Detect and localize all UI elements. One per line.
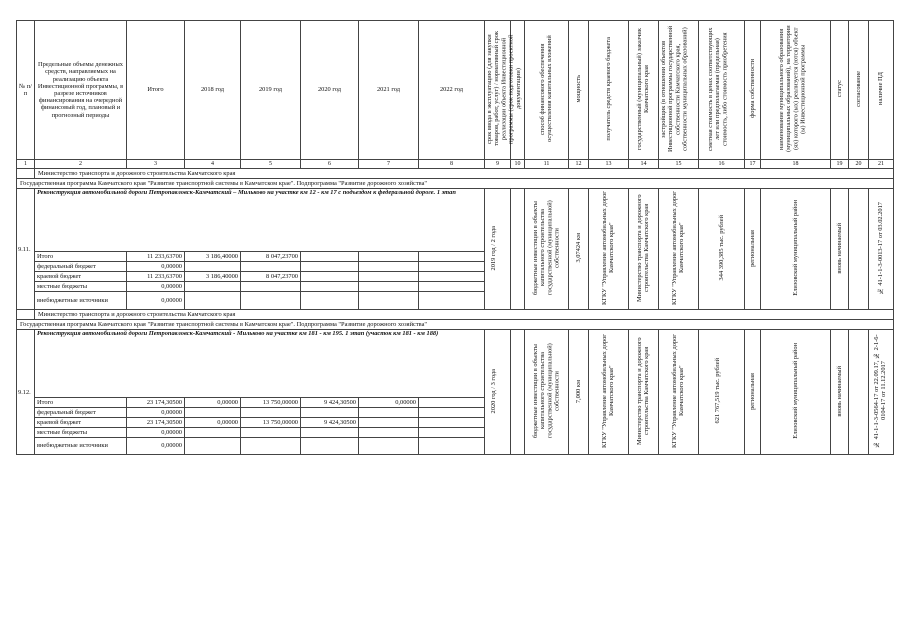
col-header-developer: застройщик (в отношении объектов Инвестиционной программы государственной собственности Камчатского края, собственности муниципальных образований) <box>660 25 689 152</box>
finance-2021: 0,00000 <box>359 397 419 407</box>
col-header-term: срок ввода в эксплуатацию (для закупки товаров, работ, услуг) / нормативный срок реализации объекта Инвестиционной программы (срок подготовки проектной документации) <box>486 31 522 147</box>
finance-total: 0,00000 <box>127 427 185 437</box>
finance-total: 0,00000 <box>127 282 185 292</box>
finance-label: краевой бюджет <box>35 417 127 427</box>
col-header-limits: Предельные объемы денежных средств, направляемых на реализацию объекта Инвестиционной программы, в разрезе источников финансирования на очередной финансовый год, плановый и прогнозный периоды <box>35 21 127 160</box>
col-number: 9 <box>485 160 511 169</box>
ministry-name: Министерство транспорта и дорожного строительства Камчатского края <box>35 310 894 320</box>
finance-2018 <box>185 262 241 272</box>
col-header-2022: 2022 год <box>419 21 485 160</box>
finance-label: федеральный бюджет <box>35 262 127 272</box>
project-recipient: КГКУ "Управление автомобильных дорог Камчатского края" <box>600 334 615 449</box>
finance-2019: 8 047,23700 <box>241 252 301 262</box>
col-number: 3 <box>127 160 185 169</box>
finance-2019: 13 750,00000 <box>241 417 301 427</box>
col-header-2018: 2018 год <box>185 21 241 160</box>
project-method: бюджетные инвестиции в объекты капитального строительства государственной (муниципальной) собственности <box>531 343 561 439</box>
finance-2019 <box>241 282 301 292</box>
finance-2022 <box>419 437 485 455</box>
finance-total: 11 233,63700 <box>127 252 185 262</box>
finance-2018: 3 186,40000 <box>185 252 241 262</box>
col-header-2019: 2019 год <box>241 21 301 160</box>
project-term: 2020 год / 3 года <box>489 368 497 414</box>
finance-2022 <box>419 282 485 292</box>
project-term: 2019 год / 2 года <box>489 225 497 271</box>
project-status: вновь начинаемый <box>835 365 843 417</box>
col-number: 5 <box>241 160 301 169</box>
finance-2021 <box>359 437 419 455</box>
col-number: 8 <box>419 160 485 169</box>
project-pd: № 41-1-1-3-0564-17 от 22.09.17, № 2-1-6-0104-17 от 11.12.2017 <box>873 334 888 449</box>
col-number: 1 <box>17 160 35 169</box>
finance-2022 <box>419 272 485 282</box>
finance-2020: 9 424,30500 <box>301 397 359 407</box>
project-cost: 344 390,385 тыс. рублей <box>717 215 725 281</box>
finance-total: 0,00000 <box>127 292 185 310</box>
project-pd: № 41-1-1-3-0013-17 от 03.02.2017 <box>877 201 885 295</box>
finance-2022 <box>419 407 485 417</box>
project-ownership: региональная <box>748 229 756 267</box>
col-header-method: способ финансового обеспечения осуществления капитальных вложений <box>538 35 553 143</box>
col-number: 12 <box>569 160 589 169</box>
project-customer: Министерство транспорта и дорожного строительства Камчатского края <box>635 194 650 302</box>
finance-2018 <box>185 437 241 455</box>
project-developer: КГКУ "Управление автомобильных дорог Камчатского края" <box>670 191 685 305</box>
investment-program-table <box>16 20 893 490</box>
col-number: 21 <box>869 160 894 169</box>
project-developer: КГКУ "Управление автомобильных дорог Камчатского края" <box>670 334 685 449</box>
finance-2018 <box>185 282 241 292</box>
finance-2020 <box>301 272 359 282</box>
col-number: 20 <box>849 160 869 169</box>
project-municipality: Елизовский муниципальный район <box>791 343 799 440</box>
finance-2020: 9 424,30500 <box>301 417 359 427</box>
col-header-2020: 2020 год <box>301 21 359 160</box>
row-number: 9.11. <box>17 189 35 310</box>
col-number: 19 <box>831 160 849 169</box>
finance-2021 <box>359 262 419 272</box>
finance-2021 <box>359 427 419 437</box>
col-header-municipality: наименование муниципального образования (муниципальных образований), на территории (ях) которого (ых) реализуется (ются) объект (ы) Инвестиционной программы <box>777 25 807 153</box>
col-number: 15 <box>659 160 699 169</box>
finance-2019: 8 047,23700 <box>241 272 301 282</box>
project-title-row <box>17 189 894 252</box>
finance-label: краевой бюджет <box>35 272 127 282</box>
column-numbers-row <box>17 160 894 169</box>
section-program-row <box>17 320 894 330</box>
finance-2019 <box>241 292 301 310</box>
project-customer: Министерство транспорта и дорожного строительства Камчатского края <box>635 337 650 445</box>
project-cost: 621 767,519 тыс. рублей <box>713 358 721 424</box>
col-number: 11 <box>525 160 569 169</box>
finance-2019 <box>241 262 301 272</box>
finance-label: Итого <box>35 397 127 407</box>
finance-label: местные бюджеты <box>35 282 127 292</box>
col-number: 6 <box>301 160 359 169</box>
col-header-status: статус <box>835 80 843 98</box>
finance-total: 0,00000 <box>127 407 185 417</box>
project-title: Реконструкция автомобильной дороги Петропавловск-Камчатский – Мильково на участке км 12 - км 17 с подъездом к федеральной дороге. 1 этап <box>35 189 485 252</box>
col-number: 14 <box>629 160 659 169</box>
col-number: 17 <box>745 160 761 169</box>
finance-total: 0,00000 <box>127 262 185 272</box>
col-number: 18 <box>761 160 831 169</box>
finance-2019 <box>241 407 301 417</box>
col-header-pd: наличие ПД <box>877 72 885 106</box>
project-capacity: 3,07424 км <box>574 233 582 263</box>
finance-total: 0,00000 <box>127 437 185 455</box>
col-number: 13 <box>589 160 629 169</box>
project-capacity: 7,000 км <box>574 379 582 403</box>
finance-label: внебюджетные источники <box>35 292 127 310</box>
finance-2020 <box>301 437 359 455</box>
finance-2022 <box>419 417 485 427</box>
finance-2020 <box>301 252 359 262</box>
row-number: 9.12. <box>17 330 35 455</box>
finance-total: 23 174,30500 <box>127 397 185 407</box>
col-header-total: Итого <box>127 21 185 160</box>
finance-2018 <box>185 292 241 310</box>
finance-2021 <box>359 282 419 292</box>
finance-2022 <box>419 427 485 437</box>
col-header-customer: государственный (муниципальный) заказчик Камчатского края <box>635 27 650 150</box>
finance-label: местные бюджеты <box>35 427 127 437</box>
project-municipality: Елизовский муниципальный район <box>791 200 799 296</box>
project-ownership: региональная <box>748 372 756 410</box>
finance-2021 <box>359 272 419 282</box>
ministry-name: Министерство транспорта и дорожного строительства Камчатского края <box>35 169 894 179</box>
col-number: 2 <box>35 160 127 169</box>
finance-label: внебюджетные источники <box>35 437 127 455</box>
finance-2018: 0,00000 <box>185 417 241 427</box>
finance-2019 <box>241 427 301 437</box>
col-header-approval: согласование <box>854 70 862 107</box>
finance-2020 <box>301 292 359 310</box>
program-name: Государственная программа Камчатского края "Развитие транспортной системы в Камчатском крае". Подпрограмма "Развитие дорожного хозяйства" <box>17 320 894 330</box>
finance-2018: 0,00000 <box>185 397 241 407</box>
col-header-capacity: мощность <box>574 75 582 103</box>
section-ministry-row <box>17 169 894 179</box>
project-status: вновь начинаемый <box>835 222 843 274</box>
col-header-ownership: форма собственности <box>748 59 756 119</box>
finance-2022 <box>419 262 485 272</box>
finance-2020 <box>301 427 359 437</box>
finance-2020 <box>301 262 359 272</box>
finance-2018 <box>185 427 241 437</box>
finance-2019: 13 750,00000 <box>241 397 301 407</box>
col-header-num: № п/п <box>17 21 35 160</box>
col-number: 7 <box>359 160 419 169</box>
project-recipient: КГКУ "Управление автомобильных дорог Камчатского края" <box>600 191 615 305</box>
finance-2021 <box>359 407 419 417</box>
section-ministry-row <box>17 310 894 320</box>
finance-2018 <box>185 407 241 417</box>
col-number: 4 <box>185 160 241 169</box>
finance-2020 <box>301 407 359 417</box>
finance-total: 11 233,63700 <box>127 272 185 282</box>
finance-2019 <box>241 437 301 455</box>
finance-total: 23 174,30500 <box>127 417 185 427</box>
section-program-row <box>17 179 894 189</box>
col-number: 16 <box>699 160 745 169</box>
finance-2018: 3 186,40000 <box>185 272 241 282</box>
finance-label: федеральный бюджет <box>35 407 127 417</box>
finance-2021 <box>359 417 419 427</box>
col-header-recipient: получатель средств краевого бюджета <box>604 37 612 141</box>
data-table <box>16 20 894 455</box>
finance-2022 <box>419 397 485 407</box>
finance-2022 <box>419 292 485 310</box>
finance-2020 <box>301 282 359 292</box>
col-header-cost: сметная стоимость в ценах соответствующих лет или предполагаемая (предельная) стоимость, либо стоимость приобретения <box>706 27 728 151</box>
project-title-row <box>17 330 894 398</box>
col-header-2021: 2021 год <box>359 21 419 160</box>
project-method: бюджетные инвестиции в объекты капитального строительства государственной (муниципальной) собственности <box>531 200 561 296</box>
program-name: Государственная программа Камчатского края "Развитие транспортной системы в Камчатском крае". Подпрограмма "Развитие дорожного хозяйства" <box>17 179 894 189</box>
col-number: 10 <box>511 160 525 169</box>
project-title: Реконструкция автомобильной дороги Петропавловск-Камчатский - Мильково на участке км 181 - км 195. 1 этап (участок км 181 - км 188) <box>35 330 485 398</box>
finance-2021 <box>359 252 419 262</box>
finance-2021 <box>359 292 419 310</box>
header-row <box>17 21 894 160</box>
finance-label: Итого <box>35 252 127 262</box>
finance-2022 <box>419 252 485 262</box>
